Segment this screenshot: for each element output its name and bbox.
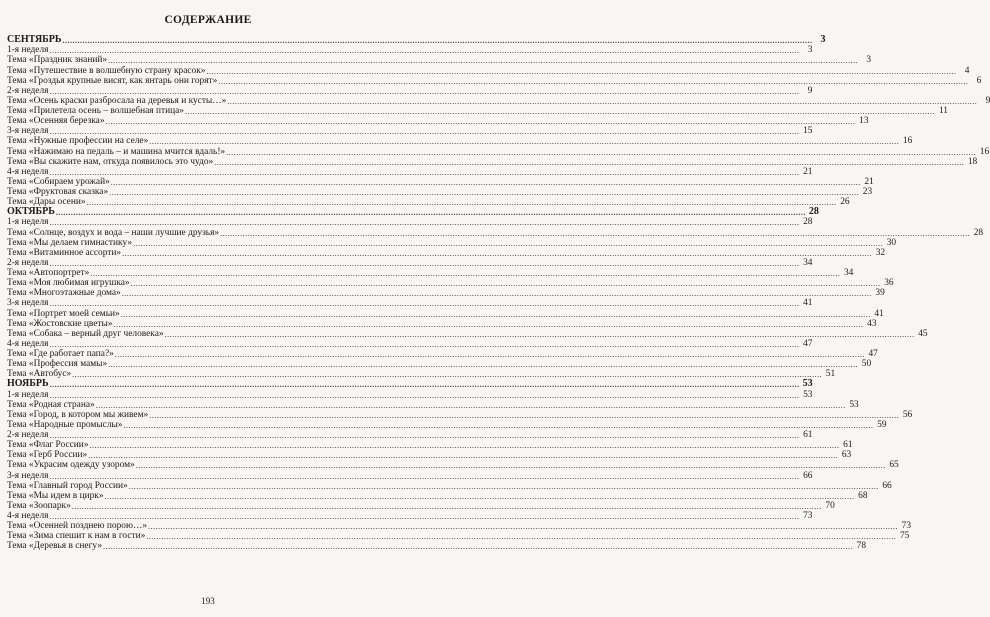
toc-topic-row bbox=[7, 288, 885, 299]
dot-leader: ............................................................................................................................................................................................................................................................................................................ bbox=[49, 431, 800, 440]
toc-entry-page: 9 bbox=[807, 85, 813, 96]
dot-leader: ............................................................................................................................................................................................................................................................................................................ bbox=[49, 471, 800, 481]
toc-month-row bbox=[7, 34, 826, 46]
toc-entry-page: 53 bbox=[802, 378, 813, 390]
toc-entry-title: Тема «Главный город России» bbox=[7, 480, 128, 491]
toc-entry-title: Тема «Родная страна» bbox=[7, 399, 95, 410]
toc-entry-title: Тема «Вы скажите нам, откуда появилось это чудо» bbox=[7, 156, 214, 167]
toc-week-row bbox=[7, 85, 813, 96]
toc-entry-page: 45 bbox=[918, 328, 928, 339]
toc-entry-title: 3-я неделя bbox=[7, 126, 49, 137]
dot-leader: ............................................................................................................................................................................................................................................................................................................ bbox=[184, 107, 935, 116]
toc-entry-page: 3 bbox=[807, 45, 813, 56]
dot-leader: ............................................................................................................................................................................................................................................................................................................ bbox=[108, 56, 859, 66]
toc-entry-page: 28 bbox=[973, 227, 984, 238]
toc-entry-page: 53 bbox=[803, 389, 813, 400]
toc-topic-row bbox=[7, 116, 869, 127]
toc-entry-page: 28 bbox=[803, 217, 813, 228]
toc-entry-title: 3-я неделя bbox=[7, 298, 49, 309]
toc-topic-row bbox=[7, 480, 892, 491]
toc-entry-title: 1-я неделя bbox=[7, 217, 49, 228]
toc-entry-title: 1-я неделя bbox=[7, 45, 49, 56]
toc-week-row bbox=[7, 298, 813, 309]
toc-topic-row bbox=[7, 419, 887, 430]
toc-entry-page: 21 bbox=[803, 166, 813, 177]
dot-leader: ............................................................................................................................................................................................................................................................................................................ bbox=[49, 339, 800, 349]
toc-entry-title: Тема «Витаминное ассорти» bbox=[7, 247, 122, 258]
toc-entry-title: Тема «Собираем урожай» bbox=[7, 176, 110, 187]
dot-leader: ............................................................................................................................................................................................................................................................................................................ bbox=[88, 451, 839, 461]
toc-entry-title: Тема «Деревья в снегу» bbox=[7, 541, 103, 552]
toc-week-row bbox=[7, 126, 813, 137]
dot-leader: ............................................................................................................................................................................................................................................................................................................ bbox=[122, 248, 873, 258]
toc-entry-page: 47 bbox=[803, 338, 813, 349]
dot-leader: ............................................................................................................................................................................................................................................................................................................ bbox=[49, 512, 800, 521]
toc-entry-title: Тема «Народные промыслы» bbox=[7, 419, 123, 430]
dot-leader: ............................................................................................................................................................................................................................................................................................................ bbox=[123, 420, 874, 430]
dot-leader: ............................................................................................................................................................................................................................................................................................................ bbox=[49, 390, 800, 400]
dot-leader: ............................................................................................................................................................................................................................................................................................................ bbox=[62, 36, 813, 46]
toc-entry-title: Тема «Профессия мамы» bbox=[7, 359, 108, 370]
toc-entry-title: Тема «Портрет моей семьи» bbox=[7, 308, 120, 319]
toc-entry-title: Тема «Солнце, воздух и вода – наши лучшие друзья» bbox=[7, 227, 220, 238]
dot-leader: ............................................................................................................................................................................................................................................................................................................ bbox=[135, 461, 886, 471]
page-number: 193 bbox=[201, 596, 215, 606]
dot-leader: ............................................................................................................................................................................................................................................................................................................ bbox=[49, 46, 800, 56]
toc-entry-page: 61 bbox=[843, 440, 853, 451]
dot-leader: ............................................................................................................................................................................................................................................................................................................ bbox=[86, 198, 837, 208]
toc-entry-title: Тема «Мы делаем гимнастику» bbox=[7, 237, 133, 248]
toc-entry-title: ОКТЯБРЬ bbox=[7, 206, 55, 218]
dot-leader: ............................................................................................................................................................................................................................................................................................................ bbox=[90, 269, 841, 278]
toc-entry-page: 13 bbox=[859, 116, 869, 127]
dot-leader: ............................................................................................................................................................................................................................................................................................................ bbox=[227, 96, 978, 106]
toc-topic-row bbox=[7, 521, 912, 532]
dot-leader: ............................................................................................................................................................................................................................................................................................................ bbox=[149, 410, 900, 420]
toc-week-row bbox=[7, 511, 813, 521]
toc-entry-page: 34 bbox=[843, 268, 854, 278]
dot-leader: ............................................................................................................................................................................................................................................................................................................ bbox=[218, 76, 969, 86]
toc-week-row bbox=[7, 470, 813, 481]
toc-topic-row bbox=[7, 146, 990, 157]
toc-entry-page: 73 bbox=[901, 521, 912, 532]
toc-topic-row bbox=[7, 95, 990, 106]
toc-month-row bbox=[7, 206, 819, 218]
dot-leader: ............................................................................................................................................................................................................................................................................................................ bbox=[220, 228, 971, 238]
toc-entry-page: 30 bbox=[886, 237, 897, 248]
toc-entry-title: 2-я неделя bbox=[7, 430, 49, 440]
toc-entry-title: Тема «Зоопарк» bbox=[7, 500, 71, 511]
dot-leader: ............................................................................................................................................................................................................................................................................................................ bbox=[148, 522, 899, 532]
toc-topic-row bbox=[7, 237, 897, 248]
dot-leader: ............................................................................................................................................................................................................................................................................................................ bbox=[164, 329, 915, 339]
toc-entry-page: 23 bbox=[862, 187, 873, 197]
toc-entry-title: Тема «Осень краски разбросала на деревья и кусты…» bbox=[7, 95, 227, 106]
toc-entry-title: 2-я неделя bbox=[7, 85, 49, 96]
toc-entry-page: 28 bbox=[808, 206, 819, 218]
toc-entry-page: 11 bbox=[938, 106, 948, 116]
toc-entry-title: Тема «Мы идем в цирк» bbox=[7, 490, 104, 501]
toc-entry-page: 66 bbox=[882, 480, 892, 491]
toc-entry-page: 21 bbox=[864, 176, 874, 187]
toc-entry-page: 41 bbox=[803, 298, 813, 309]
toc-topic-row bbox=[7, 156, 978, 167]
toc-entry-page: 9 bbox=[985, 95, 990, 106]
dot-leader: ............................................................................................................................................................................................................................................................................................................ bbox=[121, 289, 872, 299]
toc-topic-row bbox=[7, 541, 867, 552]
dot-leader: ............................................................................................................................................................................................................................................................................................................ bbox=[206, 66, 957, 76]
dot-leader: ............................................................................................................................................................................................................................................................................................................ bbox=[49, 167, 800, 177]
toc-entry-page: 39 bbox=[875, 288, 885, 299]
dot-leader: ............................................................................................................................................................................................................................................................................................................ bbox=[49, 380, 800, 390]
toc-entry-title: Тема «Дары осени» bbox=[7, 197, 86, 208]
toc-entry-title: Тема «Нужные профессии на селе» bbox=[7, 136, 149, 147]
toc-topic-row bbox=[7, 176, 874, 187]
toc-entry-page: 61 bbox=[803, 430, 813, 440]
toc-topic-row bbox=[7, 409, 913, 420]
toc-entry-page: 56 bbox=[902, 409, 913, 420]
dot-leader: ............................................................................................................................................................................................................................................................................................................ bbox=[108, 360, 859, 370]
toc-week-row bbox=[7, 257, 813, 268]
toc-entry-page: 4 bbox=[964, 65, 970, 76]
toc-topic-row bbox=[7, 268, 854, 278]
toc-entry-page: 68 bbox=[858, 490, 868, 501]
toc-entry-title: Тема «Нажимаю на педаль – и машина мчится вдаль!» bbox=[7, 146, 226, 157]
toc-topic-row bbox=[7, 75, 982, 86]
toc-entry-title: Тема «Моя любимая игрушка» bbox=[7, 278, 130, 289]
toc-topic-row bbox=[7, 359, 872, 370]
dot-leader: ............................................................................................................................................................................................................................................................................................................ bbox=[49, 127, 800, 137]
toc-week-row bbox=[7, 45, 813, 56]
dot-leader: ............................................................................................................................................................................................................................................................................................................ bbox=[109, 188, 860, 197]
toc-entry-title: Тема «Путешествие в волшебную страну красок» bbox=[7, 65, 206, 76]
toc-entry-title: Тема «Осенняя березка» bbox=[7, 116, 105, 127]
toc-entry-title: Тема «Украсим одежду узором» bbox=[7, 460, 135, 471]
toc-topic-row bbox=[7, 328, 928, 339]
toc-topic-row bbox=[7, 349, 878, 359]
toc-week-row bbox=[7, 166, 813, 177]
toc-topic-row bbox=[7, 399, 859, 410]
toc-entry-page: 3 bbox=[866, 55, 872, 66]
toc-topic-row bbox=[7, 278, 894, 289]
toc-entry-page: 51 bbox=[825, 369, 836, 380]
toc-topic-row bbox=[7, 136, 913, 147]
toc-topic-row bbox=[7, 55, 872, 66]
toc-month-row bbox=[7, 378, 813, 390]
toc-topic-row bbox=[7, 65, 970, 76]
toc-entry-title: Тема «Зима спешит к нам в гости» bbox=[7, 531, 146, 542]
toc-topic-row bbox=[7, 460, 899, 471]
dot-leader: ............................................................................................................................................................................................................................................................................................................ bbox=[49, 299, 800, 309]
dot-leader: ............................................................................................................................................................................................................................................................................................................ bbox=[103, 542, 854, 552]
toc-entry-title: Тема «Многоэтажные дома» bbox=[7, 288, 121, 299]
toc-topic-row bbox=[7, 490, 868, 501]
toc-entry-page: 70 bbox=[825, 500, 835, 511]
toc-topic-row bbox=[7, 500, 835, 511]
toc-entry-title: Тема «Герб России» bbox=[7, 450, 88, 461]
toc-entry-page: 41 bbox=[874, 308, 884, 319]
toc-entry-page: 18 bbox=[967, 156, 978, 167]
toc-entry-page: 15 bbox=[803, 126, 813, 137]
dot-leader: ............................................................................................................................................................................................................................................................................................................ bbox=[128, 481, 879, 491]
toc-entry-title: Тема «Жостовские цветы» bbox=[7, 318, 113, 329]
toc-entry-title: Тема «Флаг России» bbox=[7, 440, 89, 451]
dot-leader: ............................................................................................................................................................................................................................................................................................................ bbox=[130, 279, 881, 289]
toc-entry-page: 78 bbox=[856, 541, 867, 552]
toc-topic-row bbox=[7, 308, 884, 319]
toc-entry-page: 63 bbox=[841, 450, 852, 461]
toc-entry-title: Тема «Город, в котором мы живем» bbox=[7, 409, 149, 420]
dot-leader: ............................................................................................................................................................................................................................................................................................................ bbox=[120, 309, 871, 319]
toc-entry-page: 65 bbox=[889, 460, 899, 471]
toc-entry-page: 3 bbox=[820, 34, 826, 46]
toc-entry-title: Тема «Автопортрет» bbox=[7, 268, 90, 278]
toc-entry-title: Тема «Гроздья крупные висят, как янтарь они горят» bbox=[7, 75, 218, 86]
toc-entry-page: 43 bbox=[867, 318, 877, 329]
toc-entry-title: Тема «Автобус» bbox=[7, 369, 72, 380]
toc-entry-title: Тема «Собака – верный друг человека» bbox=[7, 328, 164, 339]
toc-entry-page: 47 bbox=[868, 349, 878, 359]
toc-entry-title: Тема «Прилетела осень – волшебная птица» bbox=[7, 106, 184, 116]
toc-topic-row bbox=[7, 197, 850, 208]
toc-topic-row bbox=[7, 369, 836, 380]
toc-entry-title: 1-я неделя bbox=[7, 389, 49, 400]
toc-week-row bbox=[7, 217, 813, 228]
toc-entry-page: 75 bbox=[899, 531, 910, 542]
toc-entry-title: Тема «Осенней позднею порою…» bbox=[7, 521, 148, 532]
toc-topic-row bbox=[7, 450, 852, 461]
toc-topic-row bbox=[7, 318, 877, 329]
dot-leader: ............................................................................................................................................................................................................................................................................................................ bbox=[226, 147, 977, 157]
toc-entry-title: 2-я неделя bbox=[7, 257, 49, 268]
toc-entry-title: СЕНТЯБРЬ bbox=[7, 34, 62, 46]
toc-entry-page: 50 bbox=[861, 359, 872, 370]
toc-week-row bbox=[7, 389, 813, 400]
dot-leader: ............................................................................................................................................................................................................................................................................................................ bbox=[104, 491, 855, 501]
dot-leader: ............................................................................................................................................................................................................................................................................................................ bbox=[105, 117, 856, 127]
toc-entry-title: Тема «Фруктовая сказка» bbox=[7, 187, 109, 197]
dot-leader: ............................................................................................................................................................................................................................................................................................................ bbox=[95, 400, 846, 410]
dot-leader: ............................................................................................................................................................................................................................................................................................................ bbox=[49, 218, 800, 228]
page-title: СОДЕРЖАНИЕ bbox=[164, 14, 252, 26]
toc-entry-page: 73 bbox=[803, 511, 813, 521]
toc-entry-page: 26 bbox=[840, 197, 850, 208]
dot-leader: ............................................................................................................................................................................................................................................................................................................ bbox=[49, 258, 800, 268]
toc-entry-page: 53 bbox=[849, 399, 859, 410]
toc-week-row bbox=[7, 338, 813, 349]
dot-leader: ............................................................................................................................................................................................................................................................................................................ bbox=[89, 441, 840, 451]
toc-entry-page: 6 bbox=[976, 75, 982, 86]
toc-topic-row bbox=[7, 227, 984, 238]
toc-entry-page: 59 bbox=[877, 419, 887, 430]
dot-leader: ............................................................................................................................................................................................................................................................................................................ bbox=[110, 177, 861, 187]
toc-entry-page: 36 bbox=[884, 278, 894, 289]
toc-entry-page: 32 bbox=[875, 247, 886, 258]
toc-entry-title: 4-я неделя bbox=[7, 166, 49, 177]
dot-leader: ............................................................................................................................................................................................................................................................................................................ bbox=[55, 208, 806, 218]
dot-leader: ............................................................................................................................................................................................................................................................................................................ bbox=[114, 350, 865, 359]
toc-entry-page: 34 bbox=[803, 257, 813, 268]
toc-entry-page: 16 bbox=[902, 136, 913, 147]
toc-entry-title: НОЯБРЬ bbox=[7, 378, 49, 390]
toc-topic-row bbox=[7, 247, 886, 258]
dot-leader: ............................................................................................................................................................................................................................................................................................................ bbox=[71, 501, 822, 511]
toc-entry-title: Тема «Где работает папа?» bbox=[7, 349, 114, 359]
toc-topic-row bbox=[7, 531, 910, 542]
dot-leader: ............................................................................................................................................................................................................................................................................................................ bbox=[72, 370, 823, 380]
dot-leader: ............................................................................................................................................................................................................................................................................................................ bbox=[146, 532, 897, 542]
dot-leader: ............................................................................................................................................................................................................................................................................................................ bbox=[113, 319, 864, 329]
toc-entry-page: 66 bbox=[803, 470, 813, 481]
toc-entry-title: Тема «Праздник знаний» bbox=[7, 55, 108, 66]
toc-topic-row bbox=[7, 187, 873, 197]
toc-entry-title: 4-я неделя bbox=[7, 511, 49, 521]
table-of-contents bbox=[7, 34, 990, 552]
toc-week-row bbox=[7, 430, 813, 440]
dot-leader: ............................................................................................................................................................................................................................................................................................................ bbox=[214, 157, 965, 167]
dot-leader: ............................................................................................................................................................................................................................................................................................................ bbox=[49, 86, 800, 96]
toc-entry-title: 3-я неделя bbox=[7, 470, 49, 481]
toc-topic-row bbox=[7, 106, 948, 116]
dot-leader: ............................................................................................................................................................................................................................................................................................................ bbox=[133, 238, 884, 248]
dot-leader: ............................................................................................................................................................................................................................................................................................................ bbox=[149, 137, 900, 147]
toc-entry-page: 16 bbox=[979, 146, 990, 157]
toc-entry-title: 4-я неделя bbox=[7, 338, 49, 349]
toc-topic-row bbox=[7, 440, 853, 451]
